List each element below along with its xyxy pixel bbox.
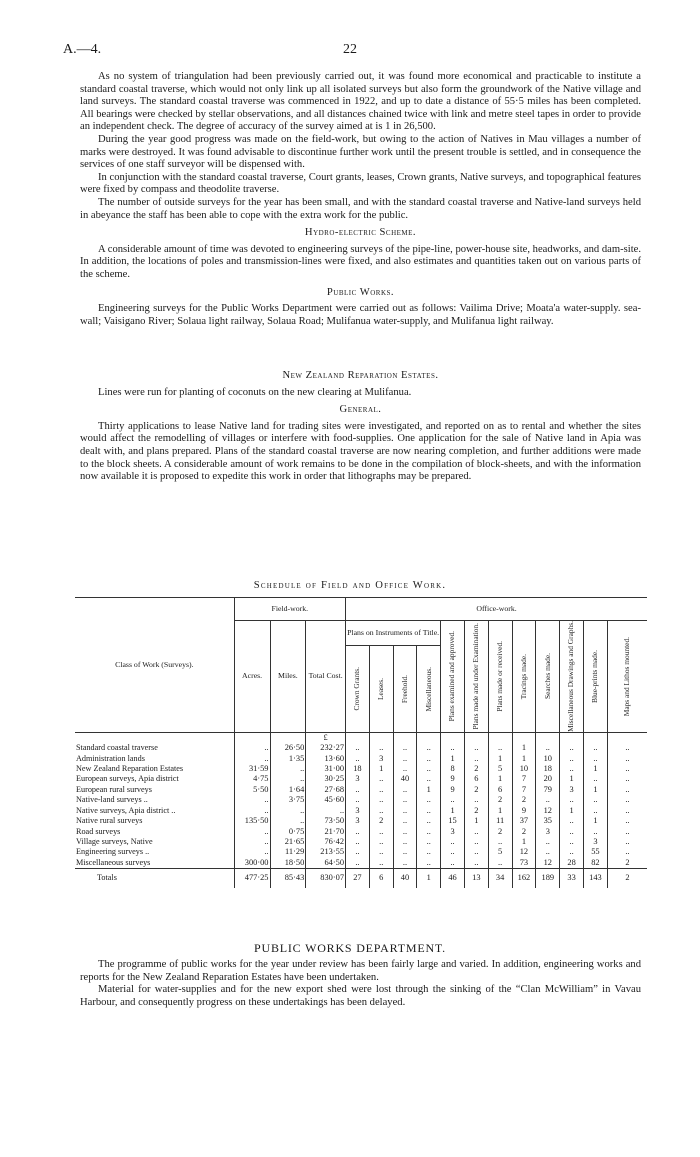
- cell-office-count: ..: [417, 806, 441, 816]
- table-row: [75, 806, 647, 816]
- cell-office-count: ..: [393, 795, 417, 805]
- paragraph-progress: During the year good progress was made on the field-work, but owing to the action of Natives in Mau villages a number of marks were destroyed. It was found advisable to discontinue further work until the present trouble is settled, and in consequence the services of one staff surveyor will be dispensed with.: [80, 133, 641, 171]
- cell-office-count: 9: [441, 774, 465, 784]
- schedule-table: [75, 597, 647, 888]
- cell-office-count: 40: [393, 774, 417, 784]
- row-class-name: Native rural surveys: [76, 816, 143, 826]
- row-class-name: European rural surveys: [76, 784, 152, 794]
- cell-office-count: 1: [441, 806, 465, 816]
- cell-office-count: 143: [584, 869, 608, 888]
- currency-symbol: £: [306, 732, 346, 743]
- row-class-name: Standard coastal traverse: [76, 743, 158, 753]
- cell-office-count: 27: [346, 869, 370, 888]
- cell-office-count: 3: [346, 774, 370, 784]
- cell-office-count: ..: [346, 847, 370, 857]
- cell-office-count: ..: [393, 743, 417, 753]
- cell-office-count: ..: [464, 743, 488, 753]
- cell-miles: 21·65: [270, 837, 306, 847]
- public-works-department-text: [80, 959, 641, 1009]
- cell-total-cost: 21·70: [306, 827, 346, 837]
- cell-office-count: ..: [560, 816, 584, 826]
- cell-office-count: ..: [369, 827, 393, 837]
- cell-office-count: ..: [607, 764, 647, 774]
- cell-office-count: ..: [346, 743, 370, 753]
- cell-acres: ..: [234, 827, 270, 837]
- heading-general: General.: [339, 404, 382, 416]
- cell-office-count: ..: [346, 837, 370, 847]
- cell-office-count: ..: [560, 754, 584, 764]
- cell-office-count: 9: [441, 785, 465, 795]
- cell-office-count: ..: [488, 743, 512, 753]
- cell-office-count: 1: [441, 754, 465, 764]
- cell-office-count: 2: [488, 827, 512, 837]
- cell-office-count: ..: [369, 785, 393, 795]
- paragraph-public-works-programme: The programme of public works for the year under review has been fairly large and varied. In addition, engineering works and reports for the New Zealand Reparation Estates have been undertaken.: [80, 959, 641, 983]
- cell-office-count: ..: [584, 827, 608, 837]
- header-field-work: Field-work.: [234, 598, 345, 621]
- cell-office-count: ..: [464, 795, 488, 805]
- cell-office-count: 1: [512, 837, 536, 847]
- cell-office-count: ..: [464, 754, 488, 764]
- cell-office-count: ..: [584, 795, 608, 805]
- header-leases: Leases.: [369, 646, 393, 732]
- cell-office-count: ..: [369, 795, 393, 805]
- cell-office-count: ..: [393, 837, 417, 847]
- cell-office-count: 2: [464, 806, 488, 816]
- cell-office-count: ..: [369, 774, 393, 784]
- table-row: [75, 847, 647, 857]
- cell-acres: 5·50: [234, 785, 270, 795]
- cell-office-count: ..: [417, 858, 441, 869]
- row-class-name: Administration lands: [76, 753, 145, 763]
- cell-office-count: ..: [441, 858, 465, 869]
- cell-office-count: 3: [584, 837, 608, 847]
- table-row: [75, 754, 647, 764]
- cell-office-count: 1: [369, 764, 393, 774]
- cell-office-count: ..: [464, 827, 488, 837]
- cell-office-count: 2: [369, 816, 393, 826]
- cell-office-count: 12: [536, 806, 560, 816]
- cell-office-count: ..: [369, 858, 393, 869]
- cell-office-count: 1: [560, 806, 584, 816]
- cell-total-cost: 45·60: [306, 795, 346, 805]
- table-row: [75, 785, 647, 795]
- cell-miles: 85·43: [270, 869, 306, 888]
- cell-office-count: 3: [369, 754, 393, 764]
- cell-office-count: ..: [584, 743, 608, 753]
- cell-office-count: 1: [584, 764, 608, 774]
- table-row: [75, 764, 647, 774]
- cell-total-cost: 232·27: [306, 743, 346, 753]
- cell-office-count: 20: [536, 774, 560, 784]
- cell-office-count: 1: [512, 754, 536, 764]
- cell-office-count: ..: [417, 837, 441, 847]
- cell-office-count: 162: [512, 869, 536, 888]
- cell-office-count: 28: [560, 858, 584, 869]
- page-number: 22: [343, 42, 357, 57]
- cell-office-count: ..: [393, 785, 417, 795]
- header-miscellaneous: Miscellaneous.: [417, 646, 441, 732]
- cell-office-count: ..: [464, 837, 488, 847]
- table-row: [75, 858, 647, 869]
- header-searches-made: Searches made.: [536, 621, 560, 733]
- cell-office-count: 1: [417, 869, 441, 888]
- paragraph-outside-surveys: The number of outside surveys for the year has been small, and with the standard coastal traverse and Native-land surveys held in abeyance the staff has been able to cope with the extra work for the public.: [80, 196, 641, 221]
- cell-acres: ..: [234, 806, 270, 816]
- cell-office-count: ..: [584, 806, 608, 816]
- table-row: [75, 816, 647, 826]
- header-plans-examined: Plans examined and approved.: [441, 621, 465, 733]
- row-class-name: Village surveys, Native: [76, 836, 153, 846]
- paragraph-conjunction: In conjunction with the standard coastal traverse, Court grants, leases, Crown grants, Native surveys, and topographical features were fixed by compass and theodolite traverse.: [80, 171, 641, 196]
- cell-office-count: 2: [464, 764, 488, 774]
- cell-miles: ..: [270, 816, 306, 826]
- table-row: [75, 827, 647, 837]
- header-class-of-work: Class of Work (Surveys).: [75, 598, 234, 733]
- schedule-body: [75, 732, 647, 887]
- cell-office-count: ..: [441, 847, 465, 857]
- cell-office-count: ..: [393, 858, 417, 869]
- cell-office-count: ..: [393, 816, 417, 826]
- cell-office-count: 1: [488, 754, 512, 764]
- row-class-name: New Zealand Reparation Estates: [76, 764, 184, 774]
- cell-office-count: ..: [536, 743, 560, 753]
- header-total-cost: Total Cost.: [306, 621, 346, 733]
- cell-office-count: 35: [536, 816, 560, 826]
- cell-office-count: ..: [607, 806, 647, 816]
- cell-total-cost: 27·68: [306, 785, 346, 795]
- table-row: [75, 774, 647, 784]
- cell-office-count: ..: [584, 754, 608, 764]
- cell-office-count: 82: [584, 858, 608, 869]
- header-maps-lithos: Maps and Lithos mounted.: [607, 621, 647, 733]
- cell-office-count: ..: [417, 764, 441, 774]
- totals-row: [75, 869, 647, 888]
- cell-office-count: 10: [536, 754, 560, 764]
- cell-office-count: ..: [417, 827, 441, 837]
- table-row: [75, 837, 647, 847]
- cell-acres: 135·50: [234, 816, 270, 826]
- cell-office-count: 18: [346, 764, 370, 774]
- row-class-name: Road surveys: [76, 826, 121, 836]
- cell-miles: ..: [270, 806, 306, 816]
- cell-office-count: 12: [536, 858, 560, 869]
- header-crown-grants: Crown Grants.: [346, 646, 370, 732]
- heading-hydro-electric: Hydro-electric Scheme.: [304, 227, 417, 239]
- cell-miles: ..: [270, 774, 306, 784]
- cell-office-count: ..: [607, 774, 647, 784]
- cell-miles: 0·75: [270, 827, 306, 837]
- cell-office-count: 1: [417, 785, 441, 795]
- cell-acres: ..: [234, 795, 270, 805]
- cell-office-count: 7: [512, 785, 536, 795]
- row-class-name: Native surveys, Apia district ..: [76, 805, 176, 815]
- cell-office-count: 3: [346, 806, 370, 816]
- header-plans-made-received: Plans made or received.: [488, 621, 512, 733]
- cell-office-count: ..: [417, 795, 441, 805]
- cell-office-count: 11: [488, 816, 512, 826]
- paragraph-triangulation: As no system of triangulation had been previously carried out, it was found more economical and practicable to institute a standard coastal traverse, which would not only link up all isolated surveys but also form the groundwork of the Native village and land surveys. The standard coastal traverse was commenced in 1922, and up to date a distance of 55·5 miles has been completed. All bearings were checked by stellar observations, and all distances chained twice with link and metre steel tapes in order to provide an independent check. The degree of accuracy of the survey aimed at is 1 in 26,500.: [80, 71, 641, 133]
- cell-office-count: 189: [536, 869, 560, 888]
- cell-office-count: ..: [441, 743, 465, 753]
- cell-total-cost: 31·00: [306, 764, 346, 774]
- cell-office-count: ..: [369, 806, 393, 816]
- cell-office-count: ..: [393, 847, 417, 857]
- cell-office-count: 6: [488, 785, 512, 795]
- cell-office-count: ..: [536, 795, 560, 805]
- cell-total-cost: 73·50: [306, 816, 346, 826]
- cell-office-count: 2: [512, 795, 536, 805]
- paragraph-clan-mcwilliam: Material for water-supplies and for the new export shed were lost through the sinking of the “Clan McWilliam” in Vavau Harbour, and consequently progress on these undertakings has been delayed.: [80, 984, 641, 1008]
- cell-total-cost: 13·60: [306, 754, 346, 764]
- cell-office-count: ..: [417, 847, 441, 857]
- cell-office-count: ..: [393, 827, 417, 837]
- cell-office-count: ..: [417, 743, 441, 753]
- cell-office-count: 10: [512, 764, 536, 774]
- cell-miles: 3·75: [270, 795, 306, 805]
- cell-total-cost: 30·25: [306, 774, 346, 784]
- cell-office-count: 3: [536, 827, 560, 837]
- cell-office-count: ..: [346, 795, 370, 805]
- cell-office-count: ..: [441, 837, 465, 847]
- paragraph-nz-reparation-estates: Lines were run for planting of coconuts on the new clearing at Mulifanua.: [98, 386, 412, 398]
- totals-label: Totals: [75, 869, 234, 888]
- cell-office-count: ..: [488, 837, 512, 847]
- cell-office-count: ..: [464, 858, 488, 869]
- cell-office-count: 3: [346, 816, 370, 826]
- header-plans-on-instruments: Plans on Instruments of Title.: [346, 621, 441, 646]
- cell-office-count: ..: [560, 764, 584, 774]
- cell-acres: 477·25: [234, 869, 270, 888]
- cell-office-count: 1: [488, 774, 512, 784]
- cell-office-count: 18: [536, 764, 560, 774]
- table-row: [75, 743, 647, 753]
- cell-office-count: ..: [560, 795, 584, 805]
- cell-office-count: ..: [536, 837, 560, 847]
- cell-office-count: ..: [607, 816, 647, 826]
- cell-office-count: 33: [560, 869, 584, 888]
- cell-office-count: ..: [464, 847, 488, 857]
- cell-office-count: ..: [560, 827, 584, 837]
- cell-office-count: 1: [512, 743, 536, 753]
- cell-office-count: 2: [607, 869, 647, 888]
- cell-office-count: 9: [512, 806, 536, 816]
- cell-office-count: 1: [584, 816, 608, 826]
- document-reference: A.—4.: [63, 42, 102, 57]
- cell-total-cost: 76·42: [306, 837, 346, 847]
- header-miles: Miles.: [270, 621, 306, 733]
- cell-office-count: ..: [488, 858, 512, 869]
- cell-miles: 1·35: [270, 754, 306, 764]
- cell-miles: 11·29: [270, 847, 306, 857]
- cell-office-count: 5: [488, 764, 512, 774]
- cell-office-count: ..: [393, 754, 417, 764]
- cell-office-count: 1: [488, 806, 512, 816]
- schedule-title: Schedule of Field and Office Work.: [253, 580, 447, 591]
- row-class-name: Engineering surveys ..: [76, 847, 150, 857]
- cell-office-count: 3: [560, 785, 584, 795]
- cell-office-count: 1: [584, 785, 608, 795]
- cell-total-cost: 64·50: [306, 858, 346, 869]
- cell-acres: ..: [234, 847, 270, 857]
- cell-office-count: ..: [369, 847, 393, 857]
- cell-office-count: 34: [488, 869, 512, 888]
- cell-office-count: 2: [488, 795, 512, 805]
- cell-office-count: ..: [417, 774, 441, 784]
- cell-office-count: 37: [512, 816, 536, 826]
- cell-office-count: 73: [512, 858, 536, 869]
- cell-acres: ..: [234, 754, 270, 764]
- row-class-name: Miscellaneous surveys: [76, 857, 151, 867]
- cell-office-count: 2: [464, 785, 488, 795]
- cell-office-count: ..: [346, 785, 370, 795]
- cell-office-count: ..: [346, 858, 370, 869]
- cell-office-count: ..: [607, 837, 647, 847]
- cell-acres: ..: [234, 743, 270, 753]
- cell-office-count: ..: [607, 743, 647, 753]
- cell-office-count: 15: [441, 816, 465, 826]
- public-works-department-heading: PUBLIC WORKS DEPARTMENT.: [254, 941, 446, 955]
- cell-office-count: 6: [464, 774, 488, 784]
- cell-office-count: ..: [393, 764, 417, 774]
- cell-office-count: ..: [536, 847, 560, 857]
- cell-office-count: ..: [560, 837, 584, 847]
- cell-office-count: 3: [441, 827, 465, 837]
- cell-office-count: ..: [607, 847, 647, 857]
- cell-office-count: 6: [369, 869, 393, 888]
- cell-miles: ..: [270, 764, 306, 774]
- header-blue-prints: Blue-prints made.: [584, 621, 608, 733]
- cell-office-count: ..: [393, 806, 417, 816]
- cell-office-count: ..: [607, 754, 647, 764]
- cell-office-count: ..: [346, 754, 370, 764]
- cell-office-count: ..: [607, 785, 647, 795]
- heading-public-works: Public Works.: [326, 286, 395, 298]
- header-plans-made-examination: Plans made and under Examination.: [464, 621, 488, 733]
- row-class-name: Native-land surveys ..: [76, 795, 148, 805]
- paragraph-public-works: Engineering surveys for the Public Works Department were carried out as follows: Vailima Drive; Moata'a water-supply. sea-wall; Vaisigano River; Solaua light railway, Solaua Road; Mulifanua water-supply, and Mulifanua light railway.: [80, 303, 641, 327]
- reparation-and-general-text: [80, 365, 641, 484]
- survey-report-text: [80, 71, 641, 328]
- cell-total-cost: ..: [306, 806, 346, 816]
- heading-nz-reparation-estates: New Zealand Reparation Estates.: [282, 370, 439, 381]
- cell-office-count: 1: [560, 774, 584, 784]
- cell-office-count: ..: [560, 743, 584, 753]
- cell-acres: 300·00: [234, 858, 270, 869]
- cell-acres: 31·59: [234, 764, 270, 774]
- cell-office-count: ..: [607, 827, 647, 837]
- cell-miles: 26·50: [270, 743, 306, 753]
- cell-acres: 4·75: [234, 774, 270, 784]
- cell-total-cost: 213·55: [306, 847, 346, 857]
- cell-office-count: 1: [464, 816, 488, 826]
- cell-office-count: ..: [346, 827, 370, 837]
- header-office-work: Office-work.: [346, 598, 647, 621]
- cell-office-count: ..: [369, 837, 393, 847]
- cell-office-count: ..: [369, 743, 393, 753]
- currency-row: [75, 732, 647, 743]
- cell-miles: 1·64: [270, 785, 306, 795]
- row-class-name: European surveys, Apia district: [76, 774, 179, 784]
- cell-office-count: 8: [441, 764, 465, 774]
- cell-miles: 18·50: [270, 858, 306, 869]
- cell-office-count: 12: [512, 847, 536, 857]
- cell-office-count: ..: [417, 754, 441, 764]
- header-tracings-made: Tracings made.: [512, 621, 536, 733]
- cell-office-count: 13: [464, 869, 488, 888]
- table-row: [75, 795, 647, 805]
- cell-office-count: 79: [536, 785, 560, 795]
- cell-office-count: 2: [512, 827, 536, 837]
- cell-office-count: 40: [393, 869, 417, 888]
- header-misc-drawings: Miscellaneous Drawings and Graphs.: [560, 621, 584, 733]
- cell-office-count: ..: [441, 795, 465, 805]
- cell-office-count: 2: [607, 858, 647, 869]
- cell-total-cost: 830·07: [306, 869, 346, 888]
- cell-office-count: 55: [584, 847, 608, 857]
- header-freehold: Freehold.: [393, 646, 417, 732]
- cell-acres: ..: [234, 837, 270, 847]
- cell-office-count: ..: [607, 795, 647, 805]
- cell-office-count: ..: [560, 847, 584, 857]
- cell-office-count: 5: [488, 847, 512, 857]
- paragraph-hydro-electric: A considerable amount of time was devoted to engineering surveys of the pipe-line, power-house site, headworks, and dam-site. In addition, the locations of poles and transmission-lines were fixed, and also estimates and quantities taken out on various parts of the scheme.: [80, 243, 641, 280]
- cell-office-count: ..: [417, 816, 441, 826]
- cell-office-count: 46: [441, 869, 465, 888]
- header-acres: Acres.: [234, 621, 270, 733]
- cell-office-count: 7: [512, 774, 536, 784]
- cell-office-count: ..: [584, 774, 608, 784]
- paragraph-general: Thirty applications to lease Native land for trading sites were investigated, and reported on as to rental and whether the sites would affect the remodelling of villages or interfere with food-supplies. One application for the sale of Native land in Apia was dealt with, and plans prepared. Plans of the standard coastal traverse are now nearing completion, and further additions were made to the block sheets. A considerable amount of work remains to be done in the compilation of block-sheets, and with the information now available it is proposed to expedite this work in order that lithographs may be prepared.: [80, 420, 641, 483]
